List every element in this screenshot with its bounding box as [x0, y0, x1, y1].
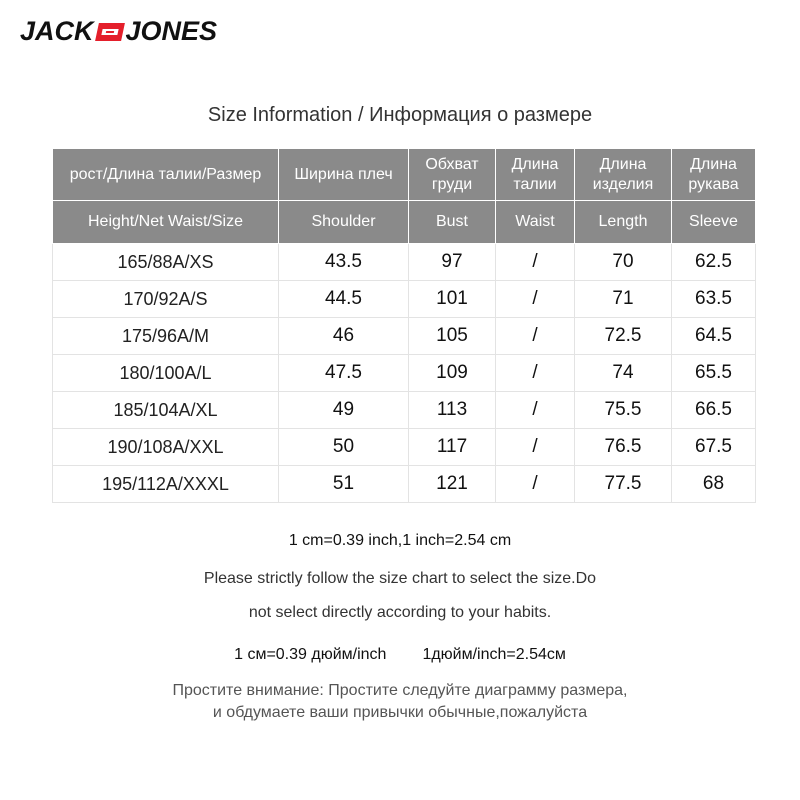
size-cell: 185/104A/XL — [53, 392, 279, 429]
header-en-waist: Waist — [496, 201, 575, 244]
table-row — [53, 466, 756, 503]
size-cell: 195/112A/XXXL — [53, 466, 279, 503]
sleeve-cell: 67.5 — [672, 429, 756, 466]
length-cell: 75.5 — [575, 392, 672, 429]
waist-cell: / — [496, 244, 575, 281]
shoulder-cell: 51 — [279, 466, 409, 503]
waist-cell: / — [496, 392, 575, 429]
length-cell: 72.5 — [575, 318, 672, 355]
size-note-ru-line2: и обдумаете ваши привычки обычные,пожалуйста — [212, 704, 588, 721]
length-cell: 74 — [575, 355, 672, 392]
header-row-en — [53, 201, 756, 244]
size-note-line1: Please strictly follow the size chart to select the size.Do — [203, 570, 597, 587]
bust-cell: 105 — [409, 318, 496, 355]
shoulder-cell: 50 — [279, 429, 409, 466]
unit-conversion-ru-inch: 1дюйм/inch=2.54см — [422, 646, 566, 663]
bust-cell: 113 — [409, 392, 496, 429]
header-ru-length: Длина изделия — [575, 149, 672, 201]
waist-cell: / — [496, 429, 575, 466]
table-row — [53, 392, 756, 429]
shoulder-cell: 44.5 — [279, 281, 409, 318]
header-ru-sleeve: Длина рукава — [672, 149, 756, 201]
header-en-sleeve: Sleeve — [672, 201, 756, 244]
sleeve-cell: 62.5 — [672, 244, 756, 281]
size-cell: 180/100A/L — [53, 355, 279, 392]
sleeve-cell: 64.5 — [672, 318, 756, 355]
bust-cell: 117 — [409, 429, 496, 466]
header-ru-size: рост/Длина талии/Размер — [53, 149, 279, 201]
sleeve-cell: 66.5 — [672, 392, 756, 429]
bust-cell: 97 — [409, 244, 496, 281]
size-note-ru — [0, 680, 800, 724]
table-row — [53, 429, 756, 466]
waist-cell: / — [496, 281, 575, 318]
size-cell: 165/88A/XS — [53, 244, 279, 281]
header-en-size: Height/Net Waist/Size — [53, 201, 279, 244]
length-cell: 71 — [575, 281, 672, 318]
table-row — [53, 281, 756, 318]
size-note-line2: not select directly according to your habits. — [248, 604, 552, 621]
unit-conversion-ru — [0, 646, 800, 664]
brand-flag-icon — [95, 23, 125, 41]
waist-cell: / — [496, 355, 575, 392]
header-ru-shoulder: Ширина плеч — [279, 149, 409, 201]
header-row-ru — [53, 149, 756, 201]
unit-conversion-ru-cm: 1 см=0.39 дюйм/inch — [234, 646, 387, 663]
header-en-shoulder: Shoulder — [279, 201, 409, 244]
brand-logo — [20, 16, 217, 46]
header-en-bust: Bust — [409, 201, 496, 244]
size-table — [52, 148, 756, 503]
bust-cell: 109 — [409, 355, 496, 392]
length-cell: 70 — [575, 244, 672, 281]
page-title: Size Information / Информация о размере — [207, 104, 593, 126]
length-cell: 77.5 — [575, 466, 672, 503]
size-cell: 175/96A/M — [53, 318, 279, 355]
shoulder-cell: 46 — [279, 318, 409, 355]
bust-cell: 121 — [409, 466, 496, 503]
table-row — [53, 318, 756, 355]
bust-cell: 101 — [409, 281, 496, 318]
header-en-length: Length — [575, 201, 672, 244]
shoulder-cell: 49 — [279, 392, 409, 429]
waist-cell: / — [496, 466, 575, 503]
sleeve-cell: 68 — [672, 466, 756, 503]
sleeve-cell: 63.5 — [672, 281, 756, 318]
table-row — [53, 244, 756, 281]
size-cell: 170/92A/S — [53, 281, 279, 318]
shoulder-cell: 47.5 — [279, 355, 409, 392]
size-cell: 190/108A/XXL — [53, 429, 279, 466]
brand-logo-right: JONES — [125, 16, 218, 46]
table-row — [53, 355, 756, 392]
size-note-ru-line1: Простите внимание: Простите следуйте диаграмму размера, — [172, 682, 628, 699]
brand-logo-left: JACK — [20, 16, 94, 46]
shoulder-cell: 43.5 — [279, 244, 409, 281]
header-ru-bust: Обхват груди — [409, 149, 496, 201]
sleeve-cell: 65.5 — [672, 355, 756, 392]
unit-conversion: 1 cm=0.39 inch,1 inch=2.54 cm — [288, 532, 512, 549]
header-ru-waist: Длина талии — [496, 149, 575, 201]
waist-cell: / — [496, 318, 575, 355]
length-cell: 76.5 — [575, 429, 672, 466]
